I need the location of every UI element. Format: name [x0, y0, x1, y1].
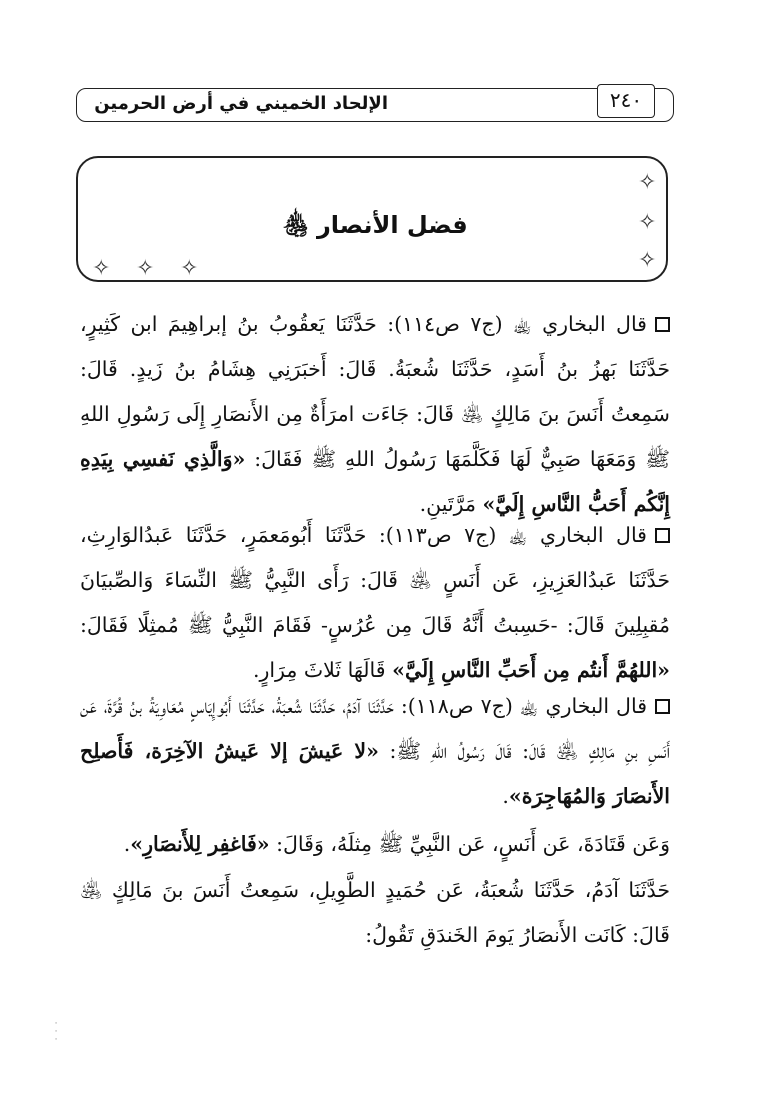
paragraph-text: حَدَّثَنَا آدَمُ، حَدَّثَنَا شُعبَةُ، عَن حُمَيدٍ الطَّوِيلِ، سَمِعتُ أَنَسَ بنَ مَالِكٍ ﵁ قَالَ: كَانَت الأَنصَارُ يَومَ الخَندَقِ تَقُولُ:: [80, 878, 670, 947]
hadith-quote: «لا عَيشَ إلا عَيشُ الآخِرَة، فَأَصلِح الأَنصَارَ وَالمُهَاجِرَة»: [80, 739, 670, 808]
page-number: ٢٤٠: [597, 84, 655, 118]
paragraph-text: وَعَن قَتَادَةَ، عَن أَنَسٍ، عَن النَّبِيِّ ﷺ مِثلَهُ، وَقَالَ:: [269, 832, 670, 856]
square-bullet-icon: [655, 699, 670, 714]
square-bullet-icon: [655, 317, 670, 332]
star-ornament-icon: ✧: [638, 248, 657, 273]
star-ornament-icon: ✧: [92, 256, 111, 281]
hadith-quote: «وَالَّذِي نَفسِي بِيَدِهِ إِنَّكُم أَحَبُّ النَّاسِ إِلَيَّ»: [80, 447, 670, 516]
star-ornament-icon: ✧: [638, 210, 657, 235]
hadith-paragraph: [80, 822, 670, 867]
hadith-quote: «فَاغفِر لِلأَنصَارِ»: [130, 832, 270, 856]
paragraph-text: .: [502, 784, 509, 808]
paragraph-text: قال البخاري ﵀ (ج٧ ص١١٣): حَدَّثَنَا أَبُومَعمَرٍ، حَدَّثَنَا عَبدُالوَارِثِ، حَدَّثَنَا عَبدُالعَزِيزِ، عَن أَنَسٍ ﵁ قَالَ: رَأَى النَّبِيُّ ﷺ النِّسَاءَ وَالصِّبيَانَ مُقبِلِينَ قَالَ: -حَسِبتُ أَنَّهُ قَالَ مِن عُرُسٍ- فَقَامَ النَّبِيُّ ﷺ مُمثِلًا فَقَالَ:: [80, 523, 670, 637]
hadith-paragraph: [80, 868, 670, 958]
square-bullet-icon: [655, 528, 670, 543]
margin-mark: · · ·: [54, 1019, 58, 1045]
chapter-title: فضل الأنصار ﵃: [282, 211, 468, 239]
paragraph-text: قال البخاري ﵀ (ج٧ ص١١٨): حَدَّثَنَا آدَمُ، حَدَّثَنَا شُعبَةُ، حَدَّثَنَا أَبُوإِيَاسٍ مُعَاوِيَةُ بنُ قُرَّةَ، عَن أَنَسِ بنِ مَالِكٍ ﵁ قَالَ: قَالَ رَسُولُ اللهِ ﷺ:: [80, 694, 670, 763]
star-ornament-icon: ✧: [638, 170, 657, 195]
star-ornament-icon: ✧: [136, 256, 155, 281]
star-ornament-icon: ✧: [180, 256, 199, 281]
paragraph-text: مَرَّتَينِ.: [419, 492, 483, 516]
paragraph-text: قَالَهَا ثَلاثَ مِرَارٍ.: [252, 658, 393, 682]
paragraph-text: .: [123, 832, 131, 856]
paragraph-text: قال البخاري ﵀ (ج٧ ص١١٤): حَدَّثَنَا يَعقُوبُ بنُ إبراهِيمَ ابن كَثِيرٍ، حَدَّثَنَا بَهزُ بنُ أَسَدٍ، حَدَّثَنَا شُعبَةُ. قَالَ: أَخبَرَنِي هِشَامُ بنُ زَيدٍ. قَالَ: سَمِعتُ أَنَسَ بنَ مَالِكٍ ﵁ قَالَ: جَاءَت امرَأَةٌ مِن الأَنصَارِ إِلَى رَسُولِ اللهِ ﷺ وَمَعَهَا صَبِيٌّ لَهَا فَكَلَّمَهَا رَسُولُ اللهِ ﷺ فَقَالَ:: [80, 312, 670, 471]
hadith-paragraph: [80, 302, 670, 527]
hadith-paragraph: [80, 513, 670, 693]
hadith-paragraph: [80, 684, 670, 819]
running-header-title: الإلحاد الخميني في أرض الحرمين: [94, 93, 388, 114]
hadith-quote: «اللهُمَّ أَنتُم مِن أَحَبِّ النَّاسِ إِلَيَّ»: [392, 658, 670, 682]
